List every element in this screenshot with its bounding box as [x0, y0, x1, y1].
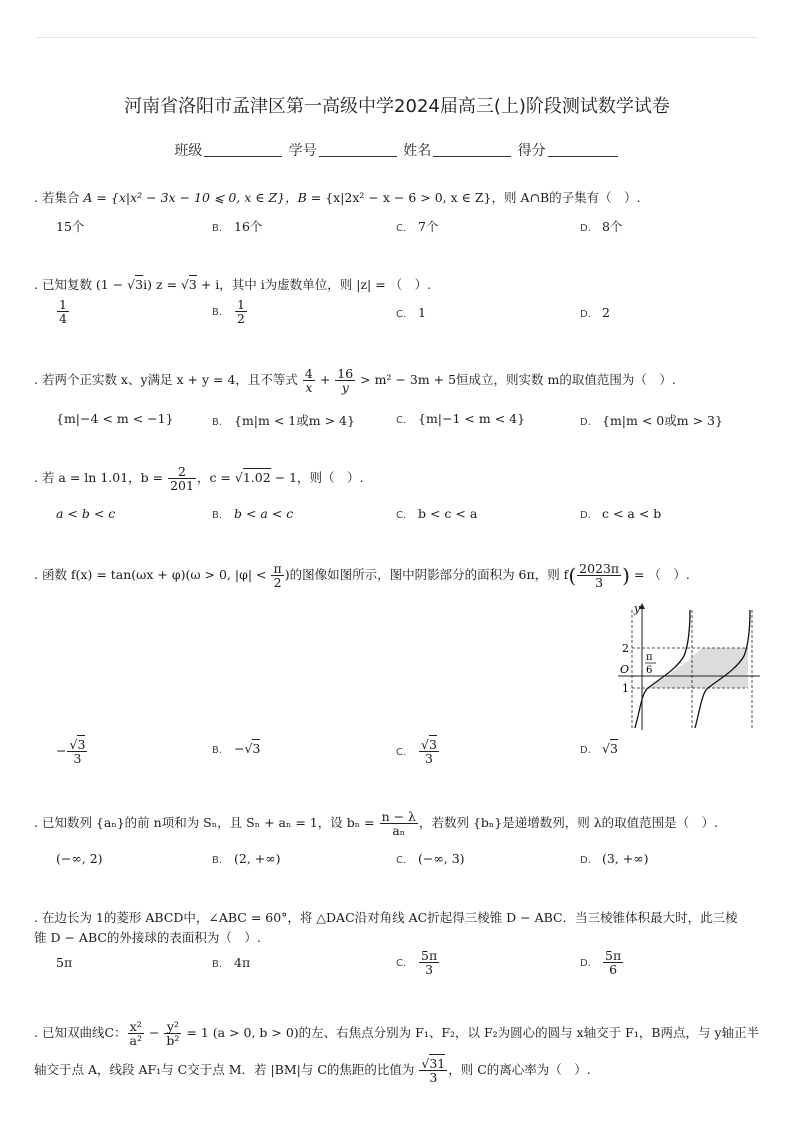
- question-8-continued: [34, 1057, 591, 1084]
- option-text: {m|m < 1或m > 4}: [234, 413, 355, 428]
- fraction: [419, 738, 439, 765]
- class-label: 班级: [174, 143, 203, 159]
- option-a[interactable]: [34, 851, 103, 866]
- option-c[interactable]: [396, 949, 440, 976]
- option-text: 8个: [602, 219, 623, 234]
- denominator: 201: [170, 478, 194, 494]
- question-text: = 1 (a > 0, b > 0)的左、右焦点分别为 F₁、F₂，以 F₂为圆心的圆与 x轴交于 F₁，B两点，与 y轴正半: [182, 1025, 760, 1041]
- question-text: . 函数 f(x) = tan(ωx + φ): [34, 567, 186, 583]
- paren-right: ): [622, 563, 630, 588]
- numerator: 16: [337, 366, 354, 381]
- denominator: 2: [237, 311, 245, 327]
- question-text: i) z =: [143, 277, 181, 292]
- option-text: 16个: [234, 219, 263, 234]
- question-text: + i，其中 i为虚数单位，则 |z| = （ ）.: [196, 277, 432, 292]
- shaded-region: [648, 648, 748, 688]
- question-1: [34, 188, 641, 206]
- option-text: 4π: [234, 955, 251, 970]
- fraction: [335, 367, 355, 394]
- option-text: {m|−4 < m < −1}: [56, 411, 174, 426]
- option-text: 2: [602, 305, 610, 320]
- option-text: a < b < c: [56, 506, 116, 521]
- denominator: aₙ: [392, 823, 406, 839]
- denominator: 3: [425, 962, 434, 978]
- option-a[interactable]: [34, 411, 174, 426]
- option-c[interactable]: [396, 506, 477, 521]
- question-7: [34, 908, 738, 926]
- option-b[interactable]: [212, 411, 355, 429]
- option-key: D.: [580, 855, 591, 866]
- option-text: b < a < c: [234, 506, 294, 521]
- option-c[interactable]: [396, 305, 426, 320]
- option-a[interactable]: [34, 298, 70, 325]
- option-a[interactable]: [34, 506, 115, 521]
- radicand: 3: [135, 277, 144, 292]
- name-blank[interactable]: [433, 142, 511, 157]
- question-text: +: [315, 372, 335, 388]
- option-text: (−∞, 3): [418, 851, 465, 866]
- option-text: (−∞, 2): [56, 851, 103, 866]
- fraction: [235, 298, 247, 325]
- question-text: . 若集合: [34, 190, 84, 205]
- option-c[interactable]: [396, 738, 440, 765]
- denominator: 2: [273, 575, 282, 591]
- numerator: 5π: [421, 948, 438, 963]
- fraction: [168, 465, 196, 492]
- option-text: (3, +∞): [602, 851, 649, 866]
- question-5: [34, 562, 690, 589]
- option-text: 5π: [56, 955, 73, 970]
- numerator: 5π: [605, 948, 622, 963]
- radicand: 31: [429, 1056, 446, 1071]
- option-a[interactable]: [34, 217, 84, 235]
- denominator: 3: [429, 1070, 438, 1086]
- option-key: B.: [212, 223, 223, 234]
- question-text: ，c =: [196, 470, 235, 486]
- denominator: b²: [166, 1033, 180, 1049]
- denominator: 4: [59, 311, 67, 327]
- option-text: (2, +∞): [234, 851, 281, 866]
- question-text: = （ ）.: [629, 567, 690, 583]
- question-text: −: [144, 1025, 164, 1041]
- fraction: [67, 738, 87, 765]
- question-text: 轴交于点 A，线段 AF₁与 C交于点 M．若 |BM|与 C的焦距的比值为: [34, 1062, 419, 1078]
- option-c[interactable]: [396, 851, 465, 866]
- fraction: [303, 367, 315, 394]
- question-6: [34, 810, 718, 837]
- option-a[interactable]: [34, 738, 88, 765]
- question-text: . 在边长为 1的菱形 ABCD中，∠ABC = 60°，将 △DAC沿对角线 AC折起得三棱锥 D − ABC．当三棱锥体积最大时，此三棱: [34, 910, 738, 925]
- fraction: [603, 949, 623, 976]
- numerator: √3: [421, 737, 437, 752]
- question-text: . 若 a = ln 1.01，b =: [34, 470, 168, 486]
- question-text: . 已知数列 {aₙ}的前 n项和为 Sₙ，且 Sₙ + aₙ = 1，设 bₙ =: [34, 815, 379, 831]
- question-text: > m² − 3m + 5恒成立，则实数 m的取值范围为（ ）.: [356, 372, 676, 388]
- option-key: C.: [396, 223, 407, 234]
- option-b[interactable]: [212, 955, 250, 970]
- option-key: C.: [396, 510, 407, 521]
- number-label: 学号: [288, 143, 317, 159]
- option-d[interactable]: [580, 949, 624, 976]
- option-text: 15个: [56, 219, 85, 234]
- question-4: . 若 a = ln 1.01，b = $\frac{2}{201}$ ，c = √1.02 − 1，则（ ）.: [34, 464, 364, 494]
- option-d[interactable]: [580, 411, 723, 429]
- fraction: [380, 810, 418, 837]
- option-key: B.: [212, 417, 223, 428]
- option-key: C.: [396, 855, 407, 866]
- option-text: {m|m < 0或m > 3}: [602, 413, 723, 428]
- fraction: [57, 298, 69, 325]
- numerator: 2023π: [579, 561, 620, 576]
- option-text: b < c < a: [418, 506, 478, 521]
- option-c[interactable]: [396, 217, 438, 235]
- option-key: D.: [580, 958, 591, 970]
- option-d[interactable]: [580, 305, 610, 320]
- option-b[interactable]: [212, 506, 293, 521]
- option-key: D.: [580, 745, 591, 756]
- denominator: y: [341, 380, 349, 396]
- question-text: . 已知双曲线C：: [34, 1025, 127, 1041]
- option-a[interactable]: [34, 955, 72, 970]
- question-text: − 1，则（ ）.: [270, 470, 364, 486]
- option-text: −: [234, 741, 245, 756]
- fraction: [164, 1020, 181, 1047]
- numerator: 1: [59, 297, 67, 312]
- origin-label: O: [620, 663, 630, 676]
- fraction: [271, 562, 283, 589]
- question-8: [34, 1020, 759, 1047]
- score-blank[interactable]: [548, 142, 618, 157]
- number-blank[interactable]: [319, 142, 397, 157]
- fraction: [419, 949, 439, 976]
- option-key: C.: [396, 747, 407, 759]
- question-text: . 若两个正实数 x、y满足 x + y = 4，且不等式: [34, 372, 302, 388]
- radicand: 3: [428, 737, 437, 752]
- question-text: ，若数列 {bₙ}是递增数列，则 λ的取值范围是（ ）.: [418, 815, 719, 831]
- question-3: [34, 367, 676, 394]
- denominator: 6: [609, 962, 618, 978]
- radicand: 3: [188, 277, 197, 292]
- numerator: x²: [128, 1020, 144, 1034]
- option-text: 1: [418, 305, 426, 320]
- tangent-graph: [618, 600, 762, 732]
- option-b[interactable]: [212, 217, 262, 235]
- question-2: . 已知复数 (1 − √3i) z = √3 + i，其中 i为虚数单位，则 |z| = （ ）.: [34, 277, 432, 292]
- fraction: [577, 562, 621, 589]
- denominator: a²: [129, 1033, 142, 1049]
- denominator: 3: [424, 751, 433, 767]
- numerator: y²: [164, 1020, 181, 1034]
- tick-label: 1: [622, 682, 629, 695]
- question-text: 锥 D − ABC的外接球的表面积为（ ）.: [34, 930, 261, 945]
- numerator: n − λ: [381, 809, 416, 824]
- numerator: √3: [69, 737, 86, 752]
- tick-label: π: [646, 652, 653, 663]
- option-b[interactable]: B. −√3: [212, 741, 261, 756]
- question-text: B: [297, 190, 307, 205]
- option-key: C.: [396, 309, 407, 320]
- option-key: D.: [580, 510, 591, 521]
- class-blank[interactable]: [204, 142, 282, 157]
- name-label: 姓名: [403, 143, 432, 159]
- tick-label: 2: [622, 642, 629, 655]
- top-divider: [36, 37, 758, 38]
- option-key: B.: [212, 855, 223, 866]
- score-label: 得分: [517, 143, 546, 159]
- numerator: 2: [168, 465, 196, 479]
- fraction: [419, 1057, 447, 1084]
- option-b[interactable]: [212, 298, 248, 325]
- numerator: 1: [237, 297, 245, 312]
- numerator: √31: [421, 1056, 446, 1071]
- question-text: = {x|2x² − x − 6 > 0, x ∈ Z}，则 A∩B的子集有（ ）.: [306, 190, 641, 205]
- page-title: 河南省洛阳市孟津区第一高级中学2024届高三(上)阶段测试数学试卷: [124, 96, 670, 117]
- option-text: {m|−1 < m < 4}: [418, 411, 526, 426]
- fraction: [128, 1020, 144, 1047]
- denominator: 3: [595, 575, 604, 591]
- option-key: D.: [580, 417, 591, 428]
- question-text: ，则 C的离心率为（ ）.: [448, 1062, 591, 1078]
- option-key: D.: [580, 309, 591, 320]
- question-text: (ω > 0, |φ| <: [185, 567, 271, 583]
- question-7-continued: [34, 928, 261, 946]
- option-d[interactable]: [580, 851, 649, 866]
- option-c[interactable]: [396, 411, 525, 426]
- question-text: A: [83, 190, 93, 205]
- option-text: −: [56, 743, 67, 759]
- option-key: B.: [212, 745, 223, 756]
- option-key: B.: [212, 307, 223, 319]
- option-d[interactable]: [580, 506, 661, 521]
- option-key: C.: [396, 958, 407, 970]
- option-key: C.: [396, 415, 407, 426]
- paren-left: (: [568, 563, 577, 588]
- option-key: B.: [212, 510, 223, 521]
- option-d[interactable]: D. √3: [580, 741, 618, 756]
- denominator: x: [305, 380, 313, 396]
- radicand: 3: [609, 741, 618, 756]
- option-b[interactable]: [212, 851, 281, 866]
- numerator: π: [273, 561, 282, 576]
- radicand: 3: [77, 737, 86, 752]
- radicand: 1.02: [242, 470, 271, 486]
- option-key: B.: [212, 959, 223, 970]
- student-info-fields: [0, 140, 794, 160]
- option-text: 7个: [418, 219, 439, 234]
- y-label: y: [634, 602, 641, 615]
- option-d[interactable]: [580, 217, 622, 235]
- question-text: )的图像如图所示，图中阴影部分的面积为 6π，则 f: [284, 567, 569, 583]
- radicand: 3: [252, 741, 261, 756]
- question-text: = {x|x² − 3x − 10 ⩽ 0, x ∈ Z}，: [92, 190, 298, 205]
- denominator: 3: [73, 751, 82, 767]
- tick-label: 6: [646, 665, 653, 676]
- question-text: . 已知复数 (1 −: [34, 277, 128, 292]
- option-key: D.: [580, 223, 591, 234]
- option-text: c < a < b: [602, 506, 662, 521]
- numerator: 4: [304, 366, 313, 381]
